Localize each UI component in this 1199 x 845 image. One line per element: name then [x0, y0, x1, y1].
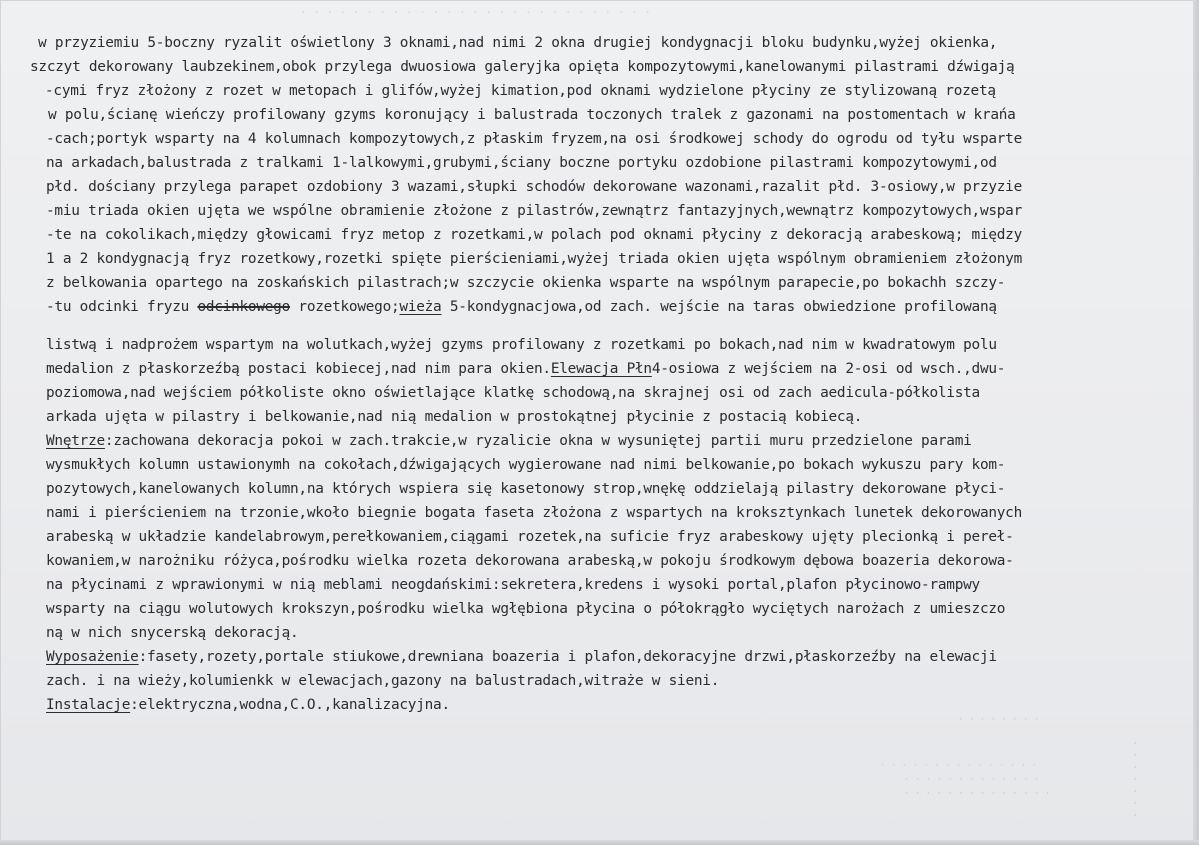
typed-line [46, 272, 1199, 294]
line-text: poziomowa,nad wejściem półkoliste okno oświetlające klatkę schodową,na skrajnej osi od zach aedicula-półkolista [46, 385, 980, 401]
line-text: 5-kondygnacjowa,od zach. wejście na taras obwiedzione profilowaną [441, 299, 997, 315]
underlined-heading: Wnętrze [46, 433, 105, 449]
card-edge [0, 840, 1199, 845]
underlined-heading: Instalacje [46, 697, 131, 713]
line-text: kowaniem,w narożniku różyca,pośrodku wielka rozeta dekorowana arabeską,w pokoju środkowym dębowa boazeria dekorowa- [46, 553, 1014, 569]
line-text: w polu,ścianę wieńczy profilowany gzyms koronujący i balustrada toczonych tralek z gazonami na postomentach w krańa [48, 107, 1016, 123]
faint-form-text: · · · · · · · · · · · · · [904, 775, 1040, 785]
underlined-heading: Wyposażenie [46, 649, 139, 665]
typed-line [46, 478, 1199, 500]
line-text: -cach;portyk wsparty na 4 kolumnach kompozytowych,z płaskim fryzem,na osi środkowej schody do ogrodu od tyłu wsparte [46, 131, 1023, 147]
typed-line [48, 104, 1199, 126]
typed-line [46, 224, 1199, 246]
typed-line [45, 80, 1199, 102]
card-edge [1193, 0, 1199, 845]
line-text: arabeską w układzie kandelabrowym,perełkowaniem,ciągami rozetek,na suficie fryz arabeskowy ujęty plecionką i pereł- [46, 529, 1014, 545]
typed-line [46, 622, 1199, 644]
struck-text: odcinkowego [197, 299, 291, 315]
faint-form-text: · · · · · · · [1129, 740, 1140, 819]
faint-form-text: · · · · · · · · · · · · · · · [880, 761, 1038, 771]
typed-line [46, 176, 1199, 198]
typed-line [46, 646, 1199, 668]
typed-line [46, 200, 1199, 222]
line-text: w przyziemiu 5-boczny ryzalit oświetlony 3 oknami,nad nimi 2 okna drugiej kondygnacji bloku budynku,wyżej okienka, [38, 35, 998, 51]
line-text: 1 a 2 kondygnacją fryz rozetkowy,rozetki spięte pierścieniami,wyżej triada okien ujęta wspólnym obramieniem złożonym [46, 251, 1023, 267]
typed-line [46, 430, 1199, 452]
faint-form-text: · · · · · · · · · · · · · · [904, 789, 1051, 799]
line-text: -cymi fryz złożony z rozet w metopach i glifów,wyżej kimation,pod oknami wydzielone płyciny ze stylizowaną rozetą [45, 83, 996, 99]
typed-line [46, 248, 1199, 270]
line-text: :fasety,rozety,portale stiukowe,drewniana boazeria i plafon,dekoracyjne drzwi,płaskorzeźby na elewacji [138, 649, 997, 665]
line-text: płd. dościany przylega parapet ozdobiony 3 wazami,słupki schodów dekorowane wazonami,razalit płd. 3-osiowy,w przyzie [46, 179, 1023, 195]
typed-line [30, 56, 1199, 78]
typed-line [46, 598, 1199, 620]
line-text: -tu odcinki fryzu [46, 299, 198, 315]
line-text: wysmukłych kolumn ustawionymh na cokołach,dźwigających wygierowane nad nimi belkowanie,po bokach wykuszu pary kom- [46, 457, 1006, 473]
typed-line [46, 454, 1199, 476]
typed-line [46, 406, 1199, 428]
typed-line [46, 296, 1199, 318]
typed-line [46, 694, 1199, 716]
line-text: na arkadach,balustrada z tralkami 1-lalkowymi,grubymi,ściany boczne portyku ozdobione pilastrami kompozytowymi,od [46, 155, 997, 171]
faint-form-text: · · · · · · · · [958, 715, 1040, 725]
line-text: arkada ujęta w pilastry i belkowanie,nad nią medalion w prostokątnej płycinie z postacią kobiecą. [46, 409, 863, 425]
line-text: rozetkowego; [290, 299, 400, 315]
bleed-through-text: · · · · · · · · · · · · · · · · · · · · · · · · · · · [300, 6, 651, 19]
typed-line [46, 670, 1199, 692]
typed-line [46, 358, 1199, 380]
typed-line [46, 152, 1199, 174]
line-text: -miu triada okien ujęta we wspólne obramienie złożone z pilastrów,zewnątrz fantazyjnych,wewnątrz kompozytowych,wspar [46, 203, 1023, 219]
typed-line [46, 550, 1199, 572]
line-text: szczyt dekorowany laubzekinem,obok przylega dwuosiowa galeryjka opięta kompozytowymi,kanelowanymi pilastrami dźwigają [30, 59, 1015, 75]
typed-line [38, 32, 1199, 54]
line-text: na płycinami z wprawionymi w nią meblami neogdańskimi:sekretera,kredens i wysoki portal,plafon płycinowo-rampwy [46, 577, 980, 593]
line-text: wsparty na ciągu wolutowych krokszyn,pośrodku wielka wgłębiona płycina o półokrągło wyciętych narożach z umieszczo [46, 601, 1006, 617]
typed-line [46, 574, 1199, 596]
line-text: -te na cokolikach,między głowicami fryz metop z rozetkami,w polach pod oknami płyciny z dekoracją arabeskową; między [46, 227, 1023, 243]
line-text: z belkowania opartego na zoskańskich pilastrach;w szczycie okienka wsparte na wspólnym parapecie,po bokachh szczy- [46, 275, 1006, 291]
line-text: zach. i na wieży,kolumienkk w elewacjach,gazony na balustradach,witraże w sieni. [46, 673, 720, 689]
underlined-heading: wieża [399, 299, 442, 315]
line-text: medalion z płaskorzeźbą postaci kobiecej,nad nim para okien. [46, 361, 551, 377]
typed-line [46, 526, 1199, 548]
line-text: :elektryczna,wodna,C.O.,kanalizacyjna. [130, 697, 450, 713]
line-text: nami i pierścieniem na trzonie,wkoło biegnie bogata faseta złożona z wspartych na kroksztynkach lunetek dekorowanych [46, 505, 1023, 521]
line-text: 4-osiowa z wejściem na 2-osi od wsch.,dwu- [651, 361, 1006, 377]
typed-line [46, 334, 1199, 356]
line-text: listwą i nadprożem wspartym na wolutkach,wyżej gzyms profilowany z rozetkami po bokach,nad nim w kwadratowym polu [46, 337, 997, 353]
line-text: :zachowana dekoracja pokoi w zach.trakcie,w ryzalicie okna w wysuniętej partii muru przedzielone parami [104, 433, 972, 449]
typed-line [46, 382, 1199, 404]
typed-line [46, 502, 1199, 524]
typed-line [46, 128, 1199, 150]
line-text: ną w nich snycerską dekoracją. [46, 625, 299, 641]
line-text: pozytowych,kanelowanych kolumn,na których wspiera się kasetonowy strop,wnękę oddzielają pilastry dekorowane płyci- [46, 481, 1006, 497]
underlined-heading: Elewacja Płn [550, 361, 652, 377]
